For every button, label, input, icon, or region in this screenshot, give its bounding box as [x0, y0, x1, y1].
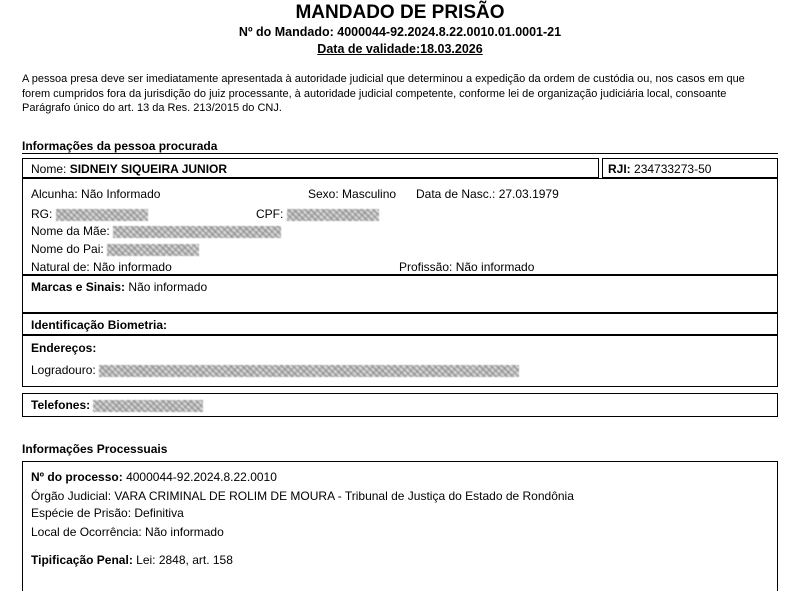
phones-redacted: [93, 400, 203, 412]
phones-label: Telefones:: [31, 398, 91, 412]
penal-type: Lei: 2848, art. 158: [136, 553, 233, 567]
biometrics-box: [22, 313, 778, 335]
phones-box: [22, 393, 778, 417]
marks-box: [22, 275, 778, 313]
person-section-divider: [22, 153, 778, 154]
validity-label: Data de validade:: [317, 42, 421, 56]
street-redacted: [99, 365, 519, 377]
penal-type-label: Tipificação Penal:: [31, 553, 133, 567]
occurrence-location: Local de Ocorrência: Não informado: [31, 525, 224, 539]
rji-box: [602, 158, 778, 178]
validity-line: [0, 42, 800, 56]
name-box: [22, 158, 599, 178]
process-section-title: Informações Processuais: [22, 442, 168, 456]
cpf-label: CPF:: [256, 207, 284, 221]
person-name: SIDNEIY SIQUEIRA JUNIOR: [69, 162, 228, 176]
document-title: MANDADO DE PRISÃO: [295, 2, 505, 23]
rji-value: 234733273-50: [634, 162, 712, 176]
sexo: Sexo: Masculino: [308, 187, 397, 201]
father-name-redacted: [107, 244, 199, 256]
process-box: [22, 461, 778, 591]
mother-name-redacted: [113, 226, 281, 238]
personal-data-box: [22, 178, 778, 275]
process-number-label: Nº do processo:: [31, 470, 123, 484]
cpf-redacted: [287, 209, 379, 221]
rg-label: RG:: [31, 207, 53, 221]
notice-paragraph: A pessoa presa deve ser imediatamente apresentada à autoridade judicial que determinou a expedição da ordem de custódia ou, nos casos em que forem cumpridos fora da jurisdição do juiz processante, à autoridade judicial competente, conforme lei de organização judiciária local, consoante Parágrafo único do art. 13 da Res. 213/2015 do CNJ.: [22, 73, 745, 114]
birth-date: Data de Nasc.: 27.03.1979: [416, 187, 559, 201]
marks-label: Marcas e Sinais:: [31, 280, 126, 294]
biometrics-label: Identificação Biometria:: [31, 318, 168, 332]
addresses-box: [22, 335, 778, 387]
father-name-label: Nome do Pai:: [31, 242, 104, 256]
mandado-number-line: [0, 25, 800, 39]
process-number: 4000044-92.2024.8.22.0010: [126, 470, 277, 484]
arrest-type: Espécie de Prisão: Definitiva: [31, 506, 184, 520]
alcunha: Alcunha: Não Informado: [31, 187, 161, 201]
addresses-label: Endereços:: [31, 341, 97, 355]
rg-redacted: [56, 209, 148, 221]
marks-value: Não informado: [128, 280, 208, 294]
birthplace: Natural de: Não informado: [31, 260, 172, 274]
profession: Profissão: Não informado: [399, 260, 535, 274]
mandado-number-label: Nº do Mandado:: [238, 25, 334, 39]
mandado-number: 4000044-92.2024.8.22.0010.01.0001-21: [337, 25, 562, 39]
rji-label: RJI:: [608, 162, 631, 176]
judicial-body: Órgão Judicial: VARA CRIMINAL DE ROLIM DE MOURA - Tribunal de Justiça do Estado de Rondônia: [31, 489, 574, 503]
person-section-title: Informações da pessoa procurada: [22, 139, 218, 153]
street-label: Logradouro:: [31, 363, 96, 377]
validity-date: 18.03.2026: [420, 42, 483, 56]
name-label: Nome:: [31, 162, 67, 176]
mother-name-label: Nome da Mãe:: [31, 224, 110, 238]
